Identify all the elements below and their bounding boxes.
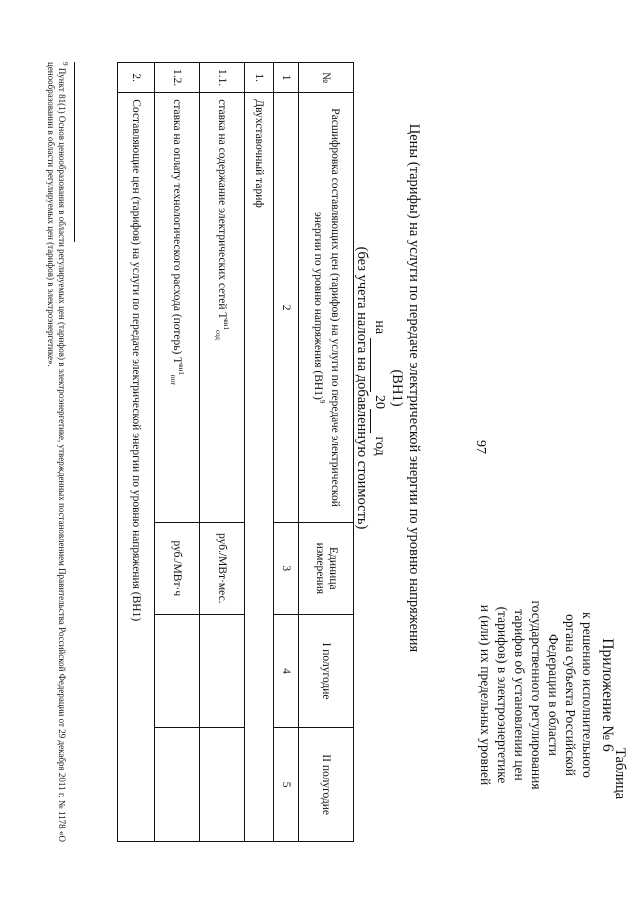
unit-cell: руб./МВт·мес.	[200, 522, 245, 614]
column-number: 5	[274, 728, 299, 842]
heading-title: Цены (тарифы) на услуги по передаче электрической энергии по уровню напряжения (ВН1)	[389, 123, 422, 653]
footnote-ref: 9	[317, 399, 326, 404]
header-row	[299, 63, 354, 842]
annex-line: и (или) их предельных уровней	[478, 604, 493, 786]
blank-line	[370, 338, 388, 392]
row-number: 1.1.	[200, 63, 245, 93]
col-header-description	[299, 93, 354, 523]
col-header-number: №	[299, 63, 354, 93]
footnote-text: Пункт 81(1) Основ ценообразования в области регулируемых цен (тарифов) в электроэнергетике, утвержденных постановлением Правительства Российской Федерации от 29 декабря 2011 г. № 1178 «О ценообразовании в области регулируемых цен (тарифов) в электроэнергетике».	[46, 62, 67, 842]
annex-line: тарифов об установлении цен	[512, 609, 527, 781]
blank-line	[370, 409, 388, 433]
table-row	[245, 63, 274, 842]
footnote-mark: 9	[61, 62, 69, 66]
row-label: ставка на оплату технологического расхода (потерь) Т	[171, 99, 184, 365]
page-number: 97	[473, 440, 488, 454]
year-suffix: год	[372, 436, 387, 456]
row-label-cell	[155, 93, 200, 523]
value-cell-half1	[200, 614, 245, 728]
column-number: 1	[274, 63, 299, 93]
row-label: Двухставочный тариф	[245, 93, 274, 842]
row-number: 1.2.	[155, 63, 200, 93]
annex-block	[477, 600, 616, 790]
col-header-half2: II полугодие	[299, 728, 354, 842]
row-number: 2.	[118, 63, 155, 93]
table-label: Таблица	[612, 748, 628, 800]
symbol-subscript: пот	[168, 374, 177, 386]
annex-line: Федерации в области	[546, 633, 561, 756]
column-number: 2	[274, 93, 299, 523]
footnote	[45, 62, 70, 842]
col-header-half1: I полугодие	[299, 614, 354, 728]
year-prefix: на	[372, 320, 387, 335]
row-number: 1.	[245, 63, 274, 93]
symbol-subscript: сод	[213, 329, 222, 340]
unit-cell: руб./МВт·ч	[155, 522, 200, 614]
annex-line: государственного регулирования	[529, 600, 544, 790]
table-row	[118, 63, 155, 842]
annex-line: (тарифов) в электроэнергетике	[495, 606, 510, 784]
column-number: 4	[274, 614, 299, 728]
document-heading	[353, 118, 422, 658]
row-label: Составляющие цен (тарифов) на услуги по передаче электрической энергии по уровню напряжения (ВН1)	[118, 93, 155, 842]
year-mid: 20	[372, 395, 387, 410]
value-cell-half2	[155, 728, 200, 842]
annex-line: к решению исполнительного	[580, 612, 595, 778]
row-label: ставка на содержание электрических сетей Т	[216, 99, 229, 320]
column-number-row	[274, 63, 299, 842]
annex-title: Приложение № 6	[599, 638, 616, 752]
table-row	[155, 63, 200, 842]
symbol-superscript: вн1	[177, 364, 186, 375]
column-number: 3	[274, 522, 299, 614]
value-cell-half2	[200, 728, 245, 842]
header-description-text: Расшифровка составляющих цен (тарифов) на услуги по передаче электрической энергии по уровню напряжения (ВН1)	[312, 108, 341, 507]
table-row	[200, 63, 245, 842]
annex-line: органа субъекта Российской	[563, 614, 578, 776]
row-label-cell	[200, 93, 245, 523]
tariff-table	[117, 62, 354, 842]
col-header-unit: Единица измерения	[299, 522, 354, 614]
symbol-superscript: вн1	[222, 319, 231, 330]
heading-note: (без учета налога на добавленную стоимость)	[354, 246, 370, 530]
footnote-divider	[74, 62, 75, 242]
value-cell-half1	[155, 614, 200, 728]
heading-year-line	[370, 118, 388, 658]
